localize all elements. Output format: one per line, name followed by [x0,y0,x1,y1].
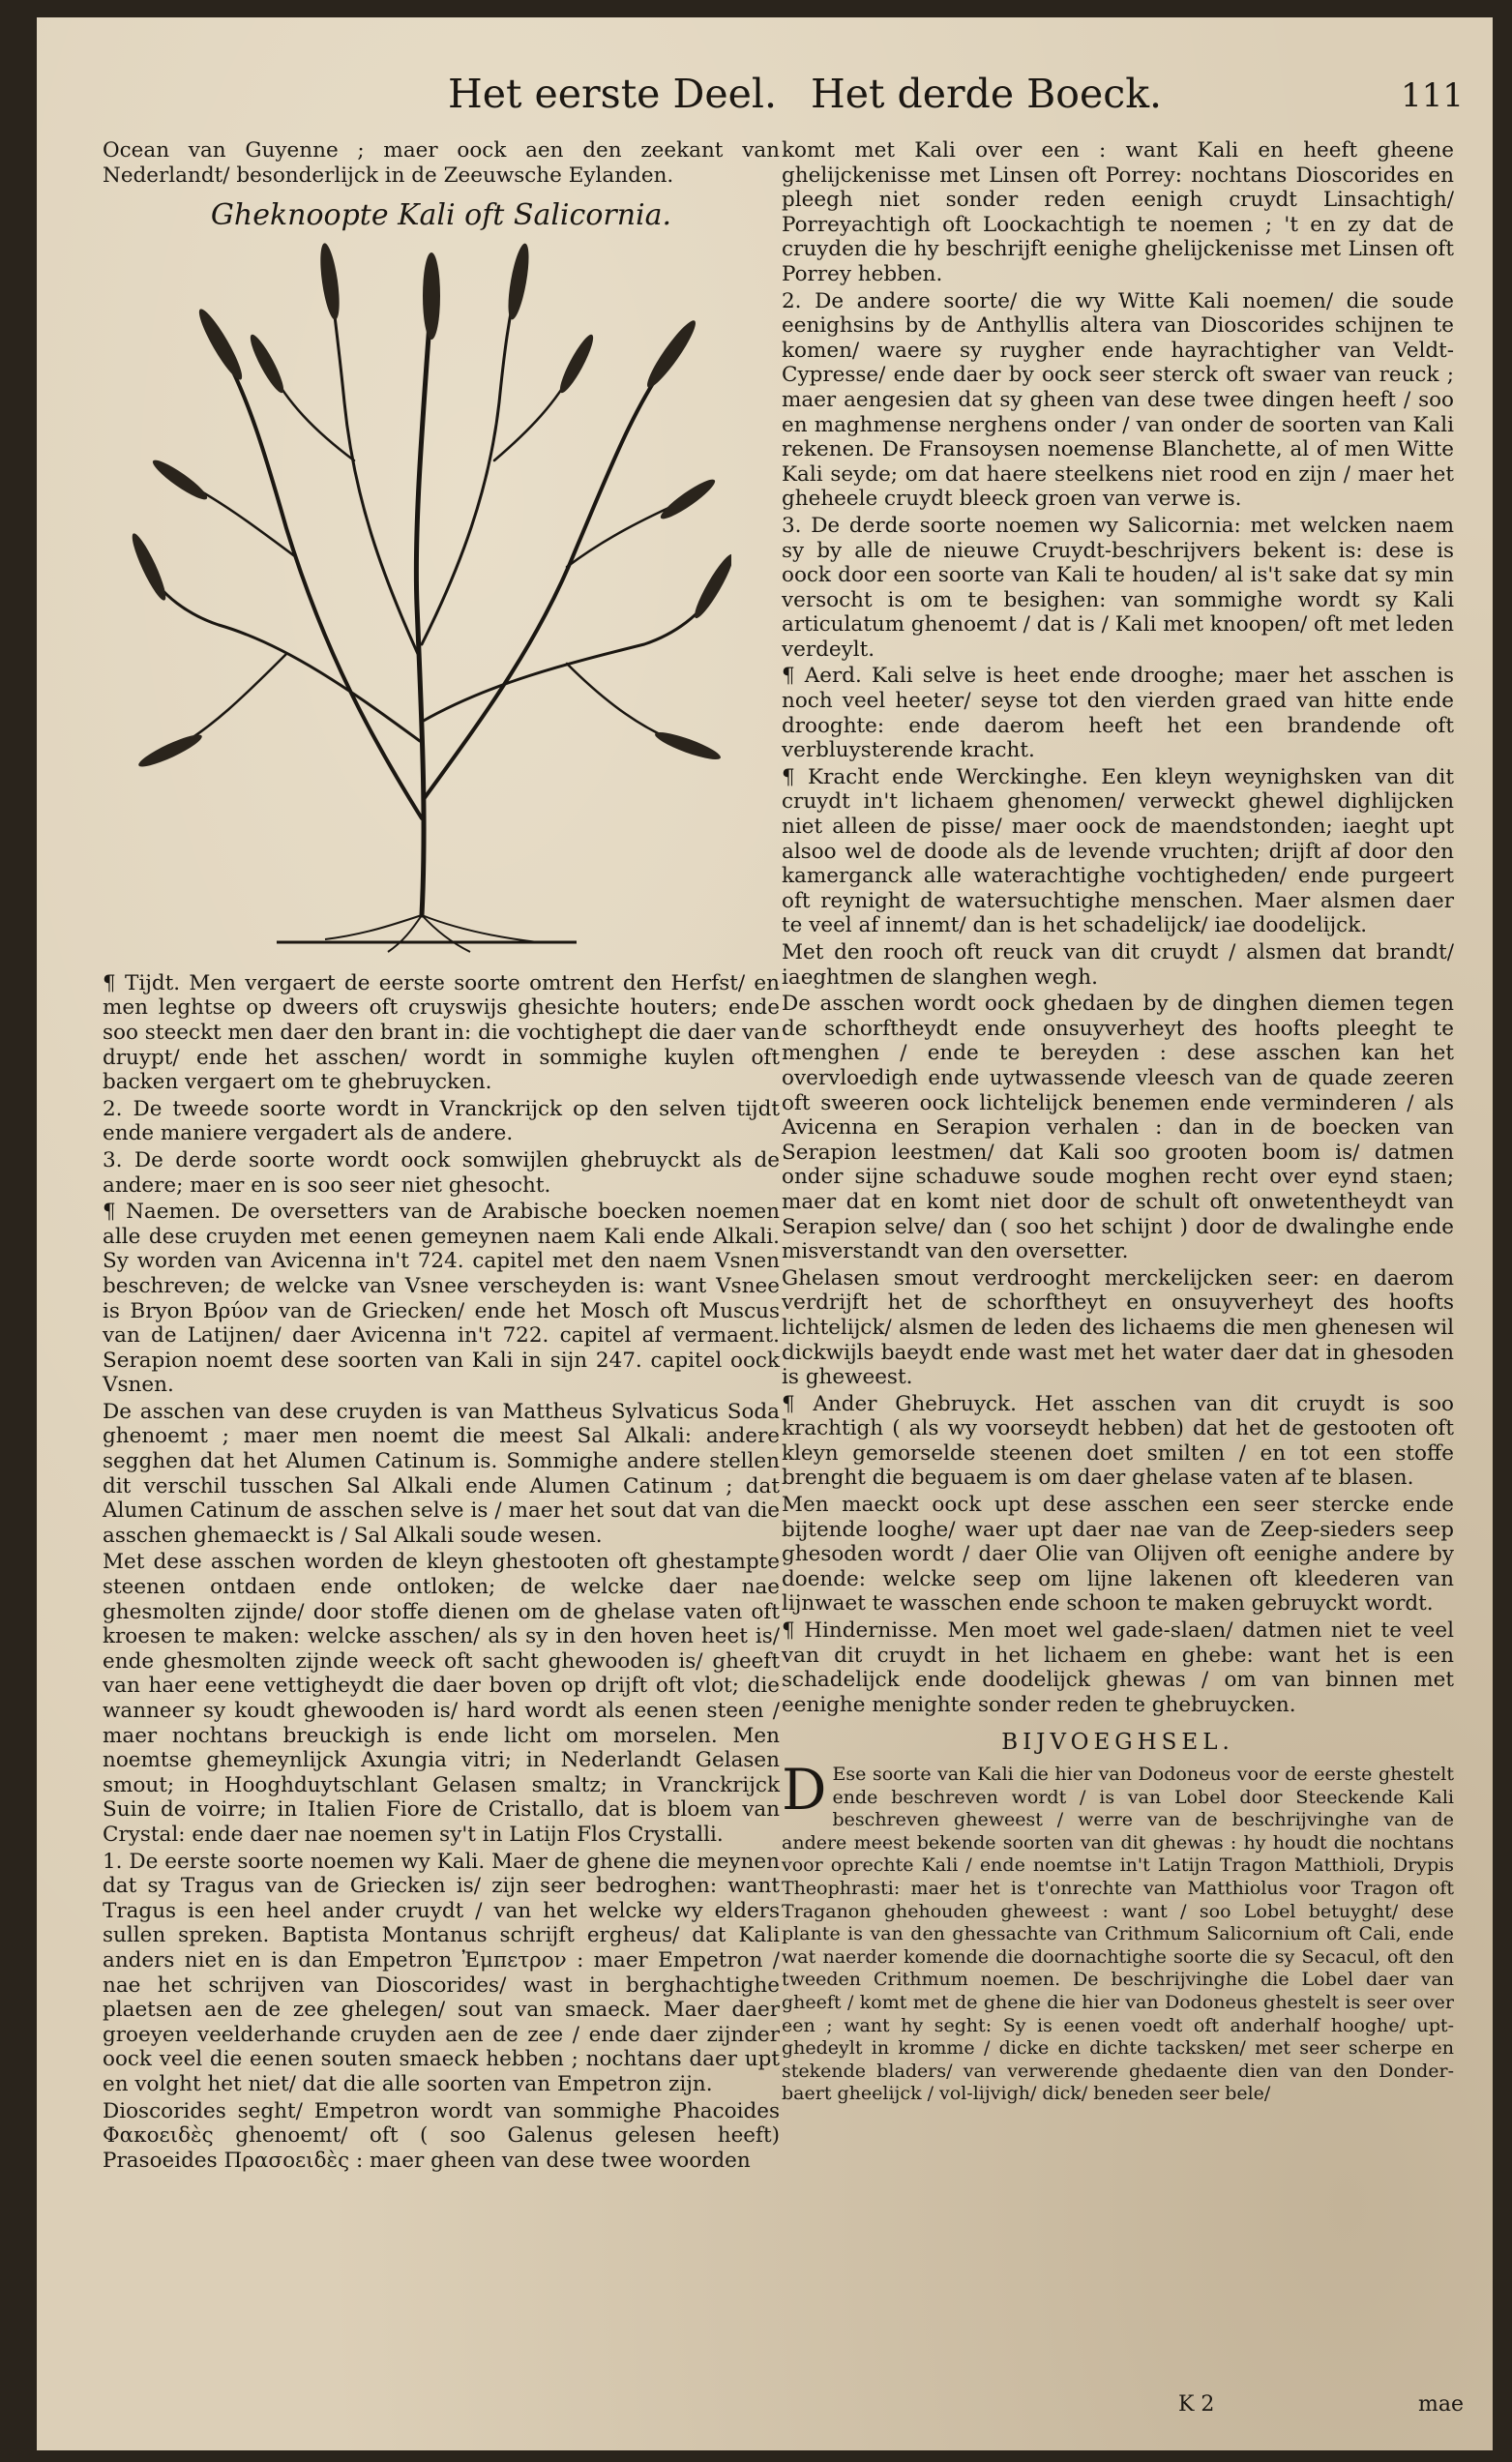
intro-text: Ocean van Guyenne ; maer oock aen den zeekant van Nederlandt/ besonderlijck in de Zeeuwsche Eylanden. [103,138,780,188]
catchword: mae [1418,2392,1464,2417]
left-column [103,138,780,2175]
addendum-text: Ese soorte van Kali die hier van Dodoneus voor de eerste ghestelt ende beschreven wordt / is van Lobel door Steeckende Kali beschreven gheweest / werre van de beschrijvinghe van de andere meest bekende soorten van dit ghewas : hy houdt die nochtans voor oprechte Kali / ende noemtse in't Latijn Tragon Matthioli, Drypis Theophrasti: maer het is t'onrechte van Matthiolus voor Tragon oft Traganon ghehouden gheweest : want / soo Lobel betuyght/ dese plante is van den ghessachte van Crithmum Salicornium oft Cali, ende wat naerder komende die doornachtighe soorte die sy Secacul, oft den tweeden Crithmum noemen. De beschrijvinghe die Lobel daer van gheeft / komt met de ghene die hier van Dodoneus ghestelt is seer over een ; want hy seght: Sy is eenen voedt oft anderhalf hooghe/ upt-ghedeylt in kromme / dicke en dichte tacksken/ met seer scherpe en stekende bladers/ van verwerende ghedaente dien van den Donder-baert gheelijck / vol-lijvigh/ dick/ beneden seer bele/ [782,1764,1454,2105]
plant-illustration [132,238,731,954]
right-paragraph: ¶ Aerd. Kali selve is heet ende drooghe; maer het asschen is noch veel heeter/ seyse tot den vierden graed van hitte ende drooghte: ende daerom heeft het een brandende oft verbluysterende kracht. [782,664,1454,763]
header-left-title: Het eerste Deel. [448,71,778,117]
left-paragraph: ¶ Tijdt. Men vergaert de eerste soorte omtrent den Herfst/ en men leghtse op dweers oft cruyswijs ghesichte houters; ende soo steeckt men daer den brant in: die vochtighept die daer van druypt/ ende het asschen/ wordt in sommighe kuylen oft backen vergaert om te ghebruycken. [103,970,780,1095]
right-paragraph: De asschen wordt oock ghedaen by de dinghen diemen tegen de schorftheydt ende onsuyverheyt des hoofts pleeght te menghen / ende te bereyden : dese asschen kan het overvloedigh ende uytwassende vleesch van de quade zeeren oft sweeren oock lichtelijck benemen ende verminderen / als Avicenna en Serapion verhalen : dan in de boecken van Serapion leestmen/ dat Kali soo grooten boom is/ datmen onder sijne schaduwe soude moghen recht over eynd staen; maer dat en komt niet door de schult oft onwetentheydt van Serapion selve/ dan ( soo het schijnt ) door de dwalinghe ende misverstandt van den oversetter. [782,992,1454,1264]
right-column [782,138,1454,2108]
drop-capital: D [782,1757,827,1823]
running-header [37,71,1493,138]
right-paragraph: Ghelasen smout verdrooght merckelijcken seer: en daerom verdrijft het de schorftheyt en onsuyverheyt des hoofts lichtelijck/ alsmen de leden des lichaems die men ghenesen wil dickwijls baeydt ende wast met het water daer dat in ghesoden is gheweest. [782,1265,1454,1390]
right-paragraph: Met den rooch oft reuck van dit cruydt / alsmen dat brandt/ iaeghtmen de slanghen wegh. [782,940,1454,990]
book-page [37,17,1493,2450]
right-paragraph: komt met Kali over een : want Kali en heeft gheene ghelijckenisse met Linsen oft Porrey: nochtans Dioscorides en pleegh niet sonder reden eenigh cruydt Linsachtigh/ Porreyachtigh oft Loockachtigh te noemen ; 't en zy dat de cruyden die hy beschrijft eenighe ghelijckenisse met Linsen oft Porrey hebben. [782,138,1454,286]
header-right-title: Het derde Boeck. [811,71,1163,117]
left-paragraph: 1. De eerste soorte noemen wy Kali. Maer de ghene die meynen dat sy Tragus van de Griecken is/ zijn seer bedroghen: want Tragus is een heel ander cruydt / van het welcke wy elders sullen spreken. Baptista Montanus schrijft ergheus/ dat Kali anders niet en is dan Empetron Ἐμπετρον : maer Empetron / nae het schrijven van Dioscorides/ wast in berghachtighe plaetsen aen de zee ghelegen/ sout van smaeck. Maer daer groeyen veelderhande cruyden aen de zee / ende daer zijnder oock veel die eenen souten smaeck hebben ; nochtans daer upt en volght het niet/ dat die alle soorten van Empetron zijn. [103,1849,780,2096]
left-paragraph: De asschen van dese cruyden is van Mattheus Sylvaticus Soda ghenoemt ; maer men noemt die meest Sal Alkali: andere segghen dat het Alumen Catinum is. Sommighe andere stellen dit verschil tusschen Sal Alkali ende Alumen Catinum ; dat Alumen Catinum de asschen selve is / maer het sout dat van die asschen ghemaeckt is / Sal Alkali soude wesen. [103,1399,780,1548]
signature-mark: K 2 [1178,2392,1215,2417]
figure-title: Gheknoopte Kali oft Salicornia. [210,198,672,233]
page-number: 111 [1401,76,1464,115]
right-paragraph: 2. De andere soorte/ die wy Witte Kali noemen/ die soude eenighsins by de Anthyllis altera van Dioscorides schijnen te komen/ waere sy ruygher ende hayrachtigher van Veldt-Cypresse/ ende daer by oock seer sterck oft swaer van reuck ; maer aengesien dat sy gheen van dese twee dingen heeft / soo en maghmense nerghens onder / van onder de soorten van Kali rekenen. De Fransoysen noemense Blanchette, al of men Witte Kali seyde; om dat haere steelkens niet rood en zijn / maer het gheheele cruydt bleeck groen van verwe is. [782,288,1454,512]
left-paragraph: 2. De tweede soorte wordt in Vranckrijck op den selven tijdt ende maniere vergadert als de andere. [103,1096,780,1146]
left-paragraph: Met dese asschen worden de kleyn ghestooten oft ghestampte steenen ontdaen ende ontloken; de welcke daer nae ghesmolten zijnde/ door stoffe dienen om de ghelase vaten oft kroesen te maken: welcke asschen/ als sy in den hoven heet is/ ende ghesmolten zijnde weeck oft sacht ghewooden is/ gheeft van haer eene vettigheydt die daer boven op drijft oft vlot; die wanneer sy koudt ghewooden is/ hard wordt als eenen steen / maer nochtans breuckigh is ende licht om morselen. Men noemtse ghemeynlijck Axungia vitri; in Nederlandt Gelasen smout; in Hooghduytschlant Gelasen smaltz; in Vranckrijck Suin de voirre; in Italien Fiore de Cristallo, dat is bloem van Crystal: ende daer nae noemen sy't in Latijn Flos Crystalli. [103,1550,780,1847]
left-paragraph: Dioscorides seght/ Empetron wordt van sommighe Phacoides Φακοειδὲς ghenoemt/ oft ( soo Galenus gelesen heeft) Prasoeides Πρασοειδὲς : maer gheen van dese twee woorden [103,2098,780,2173]
right-paragraph: 3. De derde soorte noemen wy Salicornia: met welcken naem sy by alle de nieuwe Cruydt-beschrijvers bekent is: dese is oock door een soorte van Kali te houden/ al is't sake dat sy min versocht is om te besighen: van sommighe wordt sy Kali articulatum ghenoemt / dat is / Kali met knoopen/ oft met leden verdeylt. [782,513,1454,662]
left-paragraph: 3. De derde soorte wordt oock somwijlen ghebruyckt als de andere; maer en is soo seer niet ghesocht. [103,1147,780,1198]
addendum-title: BIJVOEGHSEL. [1001,1730,1234,1756]
addendum-paragraph [782,1757,1454,2106]
left-paragraph: ¶ Naemen. De oversetters van de Arabische boecken noemen alle dese cruyden met eenen gemeynen naem Kali ende Alkali. Sy worden van Avicenna in't 724. capitel met den naem Vsnen beschreven; de welcke van Vsnee verscheyden is: want Vsnee is Bryon Βρύον van de Griecken/ ende het Mosch oft Muscus van de Latijnen/ daer Avicenna in't 722. capitel af vermaent. Serapion noemt dese soorten van Kali in sijn 247. capitel oock Vsnen. [103,1200,780,1398]
page-footer [37,2392,1493,2431]
right-paragraph: ¶ Kracht ende Werckinghe. Een kleyn weynighsken van dit cruydt in't lichaem ghenomen/ verweckt ghewel dighlijcken niet alleen de pisse/ maer oock de maendstonden; iaeght upt alsoo wel de doode als de levende vruchten; drijft af door den kamerganck alle waterachtighe vochtigheden/ ende purgeert oft reynight de watersuchtighe menschen. Maer alsmen daer te veel af innemt/ dan is het schadelijck/ iae doodelijck. [782,764,1454,938]
right-paragraph: Men maeckt oock upt dese asschen een seer stercke ende bijtende looghe/ waer upt daer nae van de Zeep-sieders seep ghesoden wordt / daer Olie van Olijven oft eenighe andere by doende: welcke seep om lijne lakenen oft kleederen van lijnwaet te wasschen ende schoon te maken gebruyckt wordt. [782,1493,1454,1617]
right-paragraph: ¶ Ander Ghebruyck. Het asschen van dit cruydt is soo krachtigh ( als wy voorseydt hebben) dat het de gestooten oft kleyn gemorselde steenen doet smilten / en tot een stoffe brenght die beguaem is om daer ghelase vaten af te blasen. [782,1391,1454,1491]
right-paragraph: ¶ Hindernisse. Men moet wel gade-slaen/ datmen niet te veel van dit cruydt in het lichaem en ghebe: want het is een schadelijck ende doodelijck ghewas / om van binnen met eenighe menighte sonder reden te ghebruycken. [782,1618,1454,1717]
